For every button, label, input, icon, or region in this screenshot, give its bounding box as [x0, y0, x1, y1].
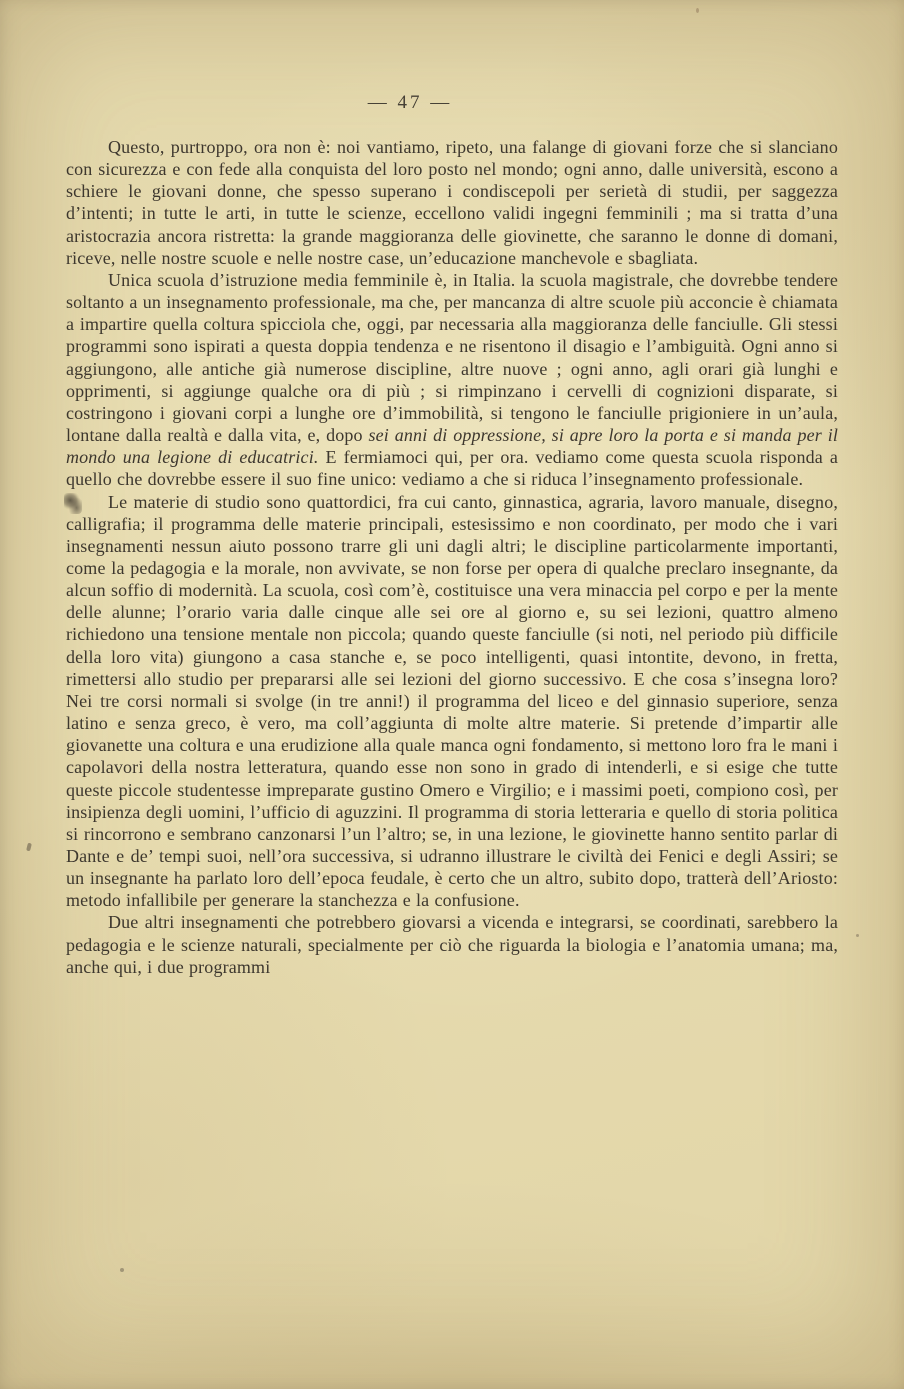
paper-speck	[856, 934, 859, 937]
page-number: — 47 —	[367, 92, 453, 113]
paragraph-3-text: Le materie di studio sono quattordici, fra cui canto, ginnastica, agraria, lavoro manuale, disegno, calligrafia; il programma delle materie principali, estesissimo e non coordinato, per modo che i vari insegnamenti nessun aiuto possono trarre gli uni dagli altri; le discipline particolarmente importanti, come la pedagogia e la morale, non avvivate, se non forse per opera di qualche preclaro insegnante, da alcun soffio di modernità. La scuola, così com’è, costituisce una vera minaccia pel corpo e per la mente delle alunne; l’orario varia dalle cinque alle sei ore al giorno e, su sei lezioni, quattro almeno richiedono una tensione mentale non piccola; quando queste fanciulle (si noti, nel periodo più difficile della loro vita) giungono a casa stanche e, se poco intelligenti, quasi intontite, devono, in fretta, rimettersi allo studio per prepararsi alle sei lezioni del giorno successivo. E che cosa s’insegna loro? Nei tre corsi normali si svolge (in tre anni!) il programma del liceo e del ginnasio superiore, senza latino e senza greco, è vero, ma coll’aggiunta di molte altre materie. Si pretende d’impartir alle giovanette una coltura e una erudizione alla quale manca ogni fondamento, si mettono loro fra le mani i capolavori della nostra letteratura, quando esse non sono in grado di intenderli, e si esige che tutte queste piccole studentesse impreparate gustino Omero e Virgilio; e i massimi poeti, compiono così, per insipienza degli uomini, l’ufficio di aguzzini. Il programma di storia letteraria e quello di storia politica si rincorrono e sembrano canzonarsi l’un l’altro; se, in una lezione, le giovinette hanno sentito parlar di Dante e de’ tempi suoi, nell’ora successiva, si udranno illustrare le civiltà dei Fenici e degli Assiri; se un insegnante ha parlato loro dell’epoca feudale, è certo che un altro, subito dopo, tratterà dell’Ariosto: metodo infallibile per generare la stanchezza e la confusione.	[66, 491, 838, 911]
paragraph-2-roman-end: E fermiamoci qui, per ora. vediamo come questa scuola risponda a quello che dovrebbe essere il suo fine unico: vediamo a che si riduca l’insegnamento professionale.	[66, 447, 838, 490]
paragraph-1: Questo, purtroppo, ora non è: noi vantiamo, ripeto, una falange di giovani forze che si slanciano con sicurezza e con fede alla conquista del loro posto nel mondo; ogni anno, dalle università, escono a schiere le giovani donne, che spesso superano i condiscepoli per serietà di studii, per saggezza d’intenti; in tutte le arti, in tutte le scienze, eccellono validi ingegni femminili ; ma si tratta d’una aristocrazia ancora ristretta: la grande maggioranza delle giovinette, che saranno le donne di domani, riceve, nelle nostre scuole e nelle nostre case, un’educazione manchevole e sbagliata.	[66, 137, 838, 268]
paper-speck	[120, 1268, 124, 1272]
paragraph-2	[66, 269, 838, 491]
paragraph-2-roman-start: Unica scuola d’istruzione media femminile è, in Italia. la scuola magistrale, che dovrebbe tendere soltanto a un insegnamento professionale, ma che, per mancanza di altre scuole più acconcie è chiamata a impartire quella coltura spicciola che, oggi, par necessaria alla maggioranza delle fanciulle. Gli stessi programmi sono ispirati a questa doppia tendenza e ne risentono il disagio e l’ambiguità. Ogni anno si aggiungono, alle antiche già numerose discipline, altre nuove ; ogni anno, agli orari già lunghi e opprimenti, si aggiunge qualche ora di più ; si rimpinzano i cervelli di cognizioni disparate, si costringono i giovani corpi a lunghe ore d’immobilità, si tengono le fanciulle prigioniere in un’aula, lontane dalla realtà e dalla vita, e, dopo	[66, 269, 838, 446]
paper-speck	[26, 843, 32, 852]
paragraph-4: Due altri insegnamenti che potrebbero giovarsi a vicenda e integrarsi, se coordinati, sarebbero la pedagogia e le scienze naturali, specialmente per ciò che riguarda la biologia e l’anatomia umana; ma, anche qui, i due programmi	[66, 912, 838, 977]
text-block	[66, 136, 838, 978]
ink-smudge	[64, 493, 82, 514]
paragraph-3	[66, 491, 838, 912]
paragraph-2-italic-phrase: sei anni di oppressione, si apre loro la porta e si manda per il mondo una legione di educatrici.	[66, 425, 838, 468]
paper-speck	[696, 8, 699, 13]
